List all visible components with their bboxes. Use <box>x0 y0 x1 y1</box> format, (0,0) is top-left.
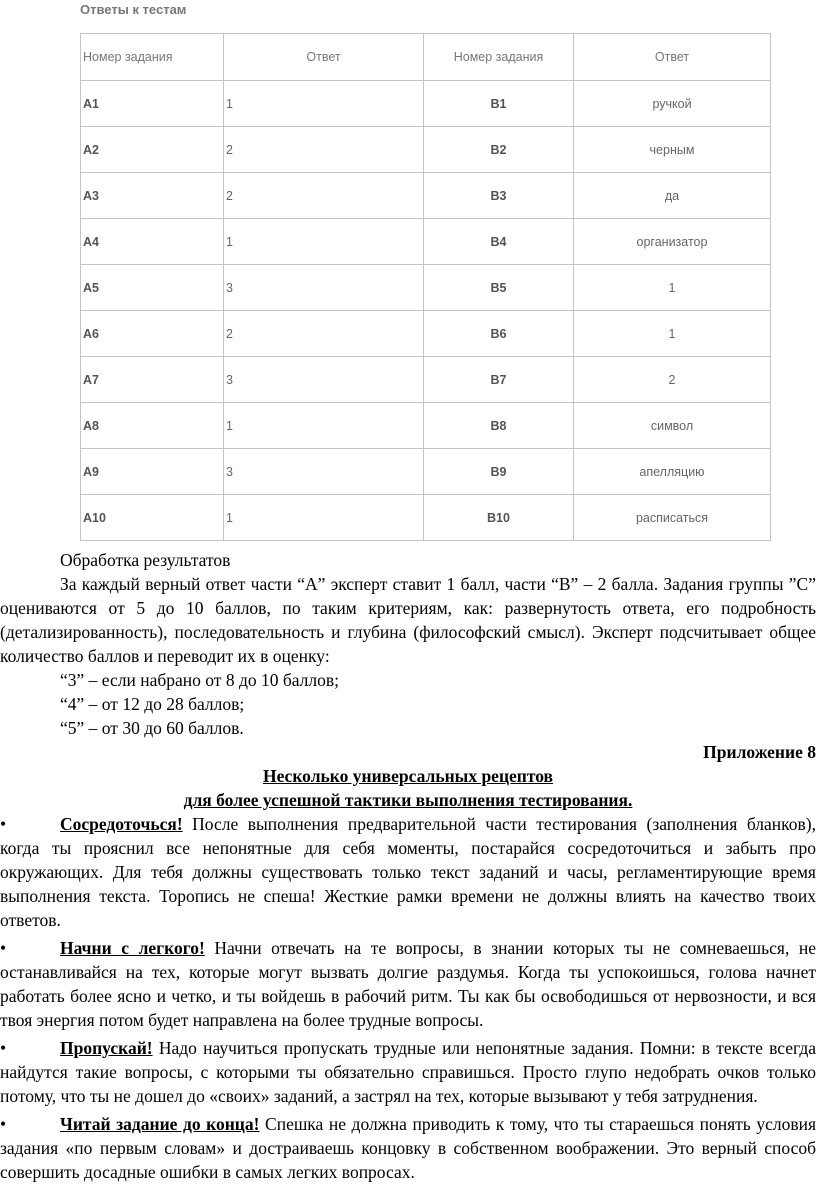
task-b-cell: B4 <box>424 219 574 265</box>
task-b-cell: B6 <box>424 311 574 357</box>
table-row <box>81 81 771 127</box>
answer-b-cell: да <box>574 173 771 219</box>
table-row <box>81 311 771 357</box>
table-row <box>81 219 771 265</box>
item-text: Начни отвечать на те вопросы, в знании которых ты не сомневаешься, не останавливайся на тех, которые могут вызвать долгие раздумья. Когда ты успокоишься, голова начнет работать более ясно и четко, и ты войдешь в рабочий ритм. Ты как бы освободишься от нервозности, и вся твоя энергия потом будет направлена на более трудные вопросы. <box>0 938 816 1030</box>
item-heading: Начни с легкого! <box>60 938 205 958</box>
answer-b-cell: расписаться <box>574 495 771 541</box>
task-b-cell: B5 <box>424 265 574 311</box>
answer-b-cell: апелляцию <box>574 449 771 495</box>
task-a-cell: A4 <box>81 219 224 265</box>
header-cell: Ответ <box>224 34 424 81</box>
task-a-cell: A7 <box>81 357 224 403</box>
task-a-cell: A10 <box>81 495 224 541</box>
table-row <box>81 403 771 449</box>
answer-a-cell: 2 <box>224 311 424 357</box>
table-row <box>81 127 771 173</box>
answer-b-cell: организатор <box>574 219 771 265</box>
document-body <box>0 548 816 1184</box>
answer-a-cell: 3 <box>224 357 424 403</box>
table-title: Ответы к тестам <box>80 2 187 17</box>
item-text: Спешка не должна приводить к тому, что ты стараешься понять условия задания «по первым словам» и достраиваешь концовку в собственном воображении. Это верный способ совершить досадные ошибки в самых легких вопросах. <box>0 1114 816 1182</box>
results-paragraph: За каждый верный ответ части “А” эксперт ставит 1 балл, части “В” – 2 балла. Задания группы ”С” оцениваются от 5 до 10 баллов, по таким критериям, как: развернутость ответа, его подробность (детализированность), последовательность и глубина (философский смысл). Эксперт подсчитывает общее количество баллов и переводит их в оценку: <box>0 574 816 666</box>
answer-b-cell: 1 <box>574 311 771 357</box>
answer-a-cell: 3 <box>224 449 424 495</box>
answer-a-cell: 2 <box>224 127 424 173</box>
table-row <box>81 173 771 219</box>
table-row <box>81 495 771 541</box>
header-cell: Номер задания <box>424 34 574 81</box>
item-text: После выполнения предварительной части тестирования (заполнения бланков), когда ты прояснил все непонятные для себя моменты, постарайся сосредоточиться и забыть про окружающих. Для тебя должны существовать только текст заданий и часы, регламентирующие время выполнения текста. Торопись не спеша! Жесткие рамки времени не должны влиять на качество твоих ответов. <box>0 814 816 930</box>
answer-a-cell: 2 <box>224 173 424 219</box>
answer-b-cell: 1 <box>574 265 771 311</box>
answer-a-cell: 1 <box>224 81 424 127</box>
task-a-cell: A6 <box>81 311 224 357</box>
header-cell: Ответ <box>574 34 771 81</box>
table-row <box>81 449 771 495</box>
task-b-cell: B3 <box>424 173 574 219</box>
task-a-cell: A1 <box>81 81 224 127</box>
task-b-cell: B2 <box>424 127 574 173</box>
item-text: Надо научиться пропускать трудные или непонятные задания. Помни: в тексте всегда найдутся такие вопросы, с которыми ты обязательно справишься. Просто глупо недобрать очков только потому, что ты не дошел до «своих» заданий, а застрял на тех, которые вызывают у тебя затруднения. <box>0 1038 816 1106</box>
bullet-icon: • <box>0 938 7 958</box>
list-item <box>0 936 816 1032</box>
answer-b-cell: 2 <box>574 357 771 403</box>
appendix-label: Приложение 8 <box>703 742 816 762</box>
list-item <box>0 1112 816 1184</box>
results-heading: Обработка результатов <box>60 550 231 570</box>
answer-b-cell: ручкой <box>574 81 771 127</box>
grade-line: “5” – от 30 до 60 баллов. <box>60 718 244 738</box>
grade-line: “3” – если набрано от 8 до 10 баллов; <box>60 670 340 690</box>
answers-table <box>80 33 771 541</box>
task-a-cell: A3 <box>81 173 224 219</box>
bullet-icon: • <box>0 1038 7 1058</box>
task-a-cell: A2 <box>81 127 224 173</box>
header-cell: Номер задания <box>81 34 224 81</box>
grade-line: “4” – от 12 до 28 баллов; <box>60 694 245 714</box>
task-b-cell: B8 <box>424 403 574 449</box>
list-item <box>0 812 816 932</box>
item-heading: Читай задание до конца! <box>60 1114 260 1134</box>
appendix-title-line1: Несколько универсальных рецептов <box>262 766 554 786</box>
answer-b-cell: символ <box>574 403 771 449</box>
answer-a-cell: 1 <box>224 495 424 541</box>
item-heading: Пропускай! <box>60 1038 153 1058</box>
task-a-cell: A5 <box>81 265 224 311</box>
answer-a-cell: 1 <box>224 219 424 265</box>
appendix-title-line2: для более успешной тактики выполнения тестирования. <box>183 790 633 810</box>
task-b-cell: B7 <box>424 357 574 403</box>
task-b-cell: B10 <box>424 495 574 541</box>
list-item <box>0 1036 816 1108</box>
task-b-cell: B1 <box>424 81 574 127</box>
task-b-cell: B9 <box>424 449 574 495</box>
item-heading: Сосредоточься! <box>60 814 183 834</box>
bullet-icon: • <box>0 814 7 834</box>
table-header-row <box>81 34 771 81</box>
table-row <box>81 265 771 311</box>
bullet-icon: • <box>0 1114 7 1134</box>
answer-b-cell: черным <box>574 127 771 173</box>
task-a-cell: A8 <box>81 403 224 449</box>
task-a-cell: A9 <box>81 449 224 495</box>
answer-a-cell: 3 <box>224 265 424 311</box>
answer-a-cell: 1 <box>224 403 424 449</box>
table-row <box>81 357 771 403</box>
